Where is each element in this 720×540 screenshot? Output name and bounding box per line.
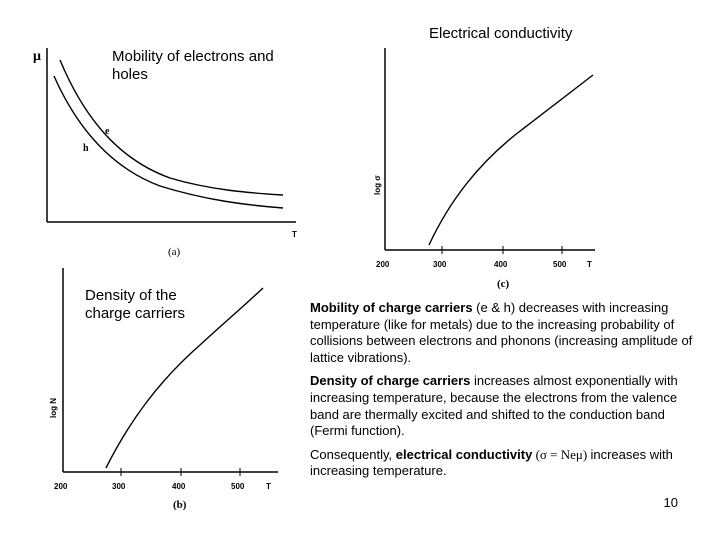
panel-c-tick-label-400: 400	[494, 260, 508, 269]
panel-b-tick-label-400: 400	[172, 482, 186, 491]
panel-c	[373, 48, 595, 290]
paragraph-density	[310, 373, 700, 439]
conductivity-formula: (σ = Neμ)	[532, 446, 591, 462]
panel-c-tick-label-200: 200	[376, 260, 390, 269]
title-conductivity: Electrical conductivity	[429, 25, 573, 42]
panel-b-tick-label-300: 300	[112, 482, 126, 491]
slide-number: 10	[663, 495, 678, 510]
panel-b-tick-label-200: 200	[54, 482, 68, 491]
paragraph-mobility-body: (e & h) decreases with increasing temperature (like for metals) due to the increasing probability of collisions between electrons and phonons (increasing amplitude of lattice vibrations).	[310, 300, 693, 365]
panel-a-curve-h-label: h	[83, 143, 89, 154]
panel-c-tick-label-t: T	[587, 260, 592, 269]
panel-c-caption: (c)	[497, 278, 510, 290]
panel-a-curve-e-label: e	[105, 126, 110, 137]
panel-b-caption: (b)	[173, 499, 187, 511]
panel-a-x-symbol: T	[292, 230, 297, 239]
term-density: Density of charge carriers	[310, 373, 471, 389]
panel-a-curve-h	[54, 76, 283, 208]
paragraph-mobility	[310, 300, 700, 366]
paragraph-conductivity-start: Consequently,	[310, 446, 396, 462]
panel-a-y-symbol: μ	[33, 49, 41, 64]
title-mobility: Mobility of electrons and holes	[112, 48, 274, 83]
title-density: Density of the charge carriers	[85, 287, 186, 322]
panel-c-tick-label-500: 500	[553, 260, 567, 269]
panel-b-y-label: log N	[49, 398, 58, 418]
paragraph-density-body: increases almost exponentially with increasing temperature, because the electrons from the valence band are thermally excited and shifted to the conduction band (Fermi function).	[310, 373, 678, 439]
panel-c-y-label: log σ	[373, 175, 382, 195]
panel-b-tick-label-500: 500	[231, 482, 245, 491]
panel-c-curve	[429, 75, 593, 245]
panel-a-caption: (a)	[168, 246, 181, 258]
explanation-text	[310, 300, 700, 487]
panel-b-tick-label-t: T	[266, 482, 271, 491]
term-mobility: Mobility of charge carriers	[310, 300, 473, 315]
paragraph-conductivity	[310, 447, 700, 480]
panel-c-tick-label-300: 300	[433, 260, 447, 269]
paragraph-conductivity-end: increases with increasing temperature.	[310, 446, 673, 479]
term-conductivity: electrical conductivity	[395, 446, 533, 462]
